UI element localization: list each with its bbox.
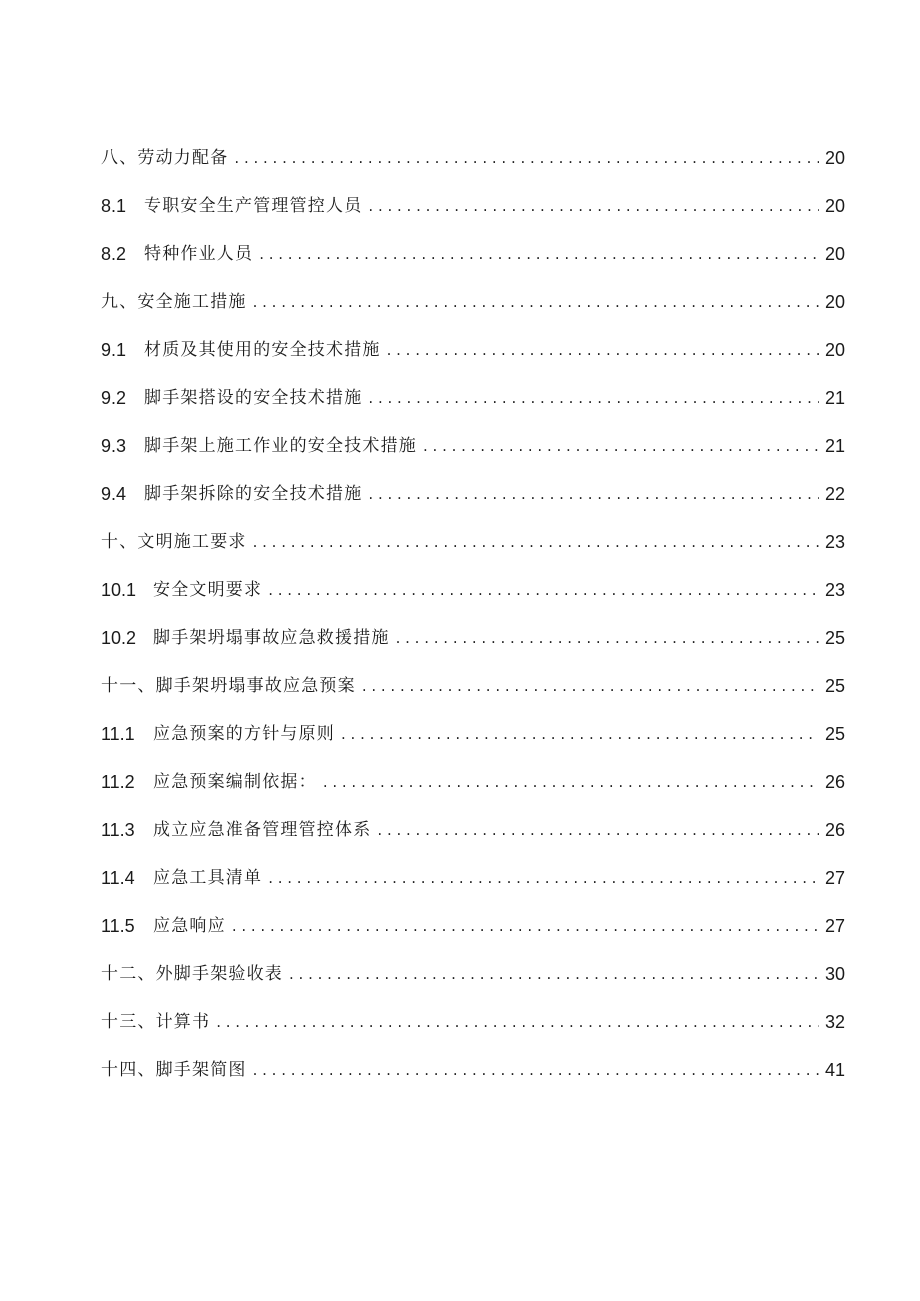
toc-leader-dots [323, 764, 819, 800]
toc-page-number: 27 [824, 916, 845, 936]
toc-entry[interactable] [101, 512, 845, 560]
toc-entry-title: 应急预案的方针与原则 [153, 724, 335, 744]
toc-page-number: 20 [824, 244, 845, 264]
toc-section-number: 9.3 [101, 436, 127, 456]
toc-page-number: 23 [824, 532, 845, 552]
toc-page-number: 25 [824, 628, 845, 648]
toc-entry-title: 十二、外脚手架验收表 [101, 964, 283, 984]
toc-page-number: 26 [824, 820, 845, 840]
toc-section-number: 11.1 [101, 724, 135, 744]
toc-entry-title: 成立应急准备管理管控体系 [153, 820, 372, 840]
toc-leader-dots [268, 572, 819, 608]
toc-section-number: 9.1 [101, 340, 127, 360]
toc-leader-dots [216, 1004, 819, 1040]
toc-section-number: 9.4 [101, 484, 127, 504]
toc-entry[interactable] [101, 1040, 845, 1088]
toc-section-number: 9.2 [101, 388, 127, 408]
toc-leader-dots [232, 908, 819, 944]
toc-page-number: 21 [824, 436, 845, 456]
toc-leader-dots [253, 284, 819, 320]
toc-leader-dots [234, 140, 819, 176]
toc-leader-dots [387, 332, 819, 368]
toc-section-number: 8.2 [101, 244, 127, 264]
toc-entry-title: 八、劳动力配备 [101, 148, 229, 168]
toc-entry[interactable] [101, 272, 845, 320]
toc-entry-title: 十、文明施工要求 [101, 532, 247, 552]
toc-entry-title: 十三、计算书 [101, 1012, 211, 1032]
toc-entry[interactable] [101, 752, 845, 800]
toc-entry[interactable] [101, 560, 845, 608]
toc-leader-dots [423, 428, 819, 464]
toc-page-number: 30 [824, 964, 845, 984]
toc-leader-dots [368, 188, 819, 224]
toc-section-number: 8.1 [101, 196, 127, 216]
toc-leader-dots [289, 956, 819, 992]
toc-section-number: 11.2 [101, 772, 135, 792]
toc-page-number: 20 [824, 196, 845, 216]
toc-entry-title: 应急预案编制依据： [153, 772, 317, 792]
toc-page-number: 26 [824, 772, 845, 792]
toc-leader-dots [253, 524, 819, 560]
toc-page-number: 20 [824, 148, 845, 168]
toc-page-number: 32 [824, 1012, 845, 1032]
toc-entry-title: 九、安全施工措施 [101, 292, 247, 312]
toc-page-number: 20 [824, 292, 845, 312]
toc-entry-title: 脚手架拆除的安全技术措施 [144, 484, 363, 504]
toc-page-number: 20 [824, 340, 845, 360]
toc-leader-dots [268, 860, 819, 896]
toc-entry-title: 十四、脚手架简图 [101, 1060, 247, 1080]
toc-entry[interactable] [101, 320, 845, 368]
toc-entry[interactable] [101, 944, 845, 992]
toc-entry[interactable] [101, 176, 845, 224]
toc-leader-dots [341, 716, 819, 752]
toc-page-number: 27 [824, 868, 845, 888]
toc-section-number: 11.4 [101, 868, 135, 888]
toc-entry-title: 脚手架搭设的安全技术措施 [144, 388, 363, 408]
toc-section-number: 11.3 [101, 820, 135, 840]
toc-entry-title: 十一、脚手架坍塌事故应急预案 [101, 676, 356, 696]
toc-page-number: 22 [824, 484, 845, 504]
toc-entry-title: 专职安全生产管理管控人员 [144, 196, 363, 216]
toc-entry[interactable] [101, 896, 845, 944]
toc-entry[interactable] [101, 416, 845, 464]
toc-leader-dots [362, 668, 819, 704]
toc-page-number: 21 [824, 388, 845, 408]
toc-entry[interactable] [101, 848, 845, 896]
toc-entry[interactable] [101, 128, 845, 176]
toc-entry[interactable] [101, 608, 845, 656]
toc-entry[interactable] [101, 704, 845, 752]
toc-entry[interactable] [101, 368, 845, 416]
toc-entry-title: 脚手架上施工作业的安全技术措施 [144, 436, 417, 456]
toc-entry-title: 安全文明要求 [153, 580, 263, 600]
toc-leader-dots [377, 812, 819, 848]
toc-entry[interactable] [101, 800, 845, 848]
toc-leader-dots [368, 476, 819, 512]
toc-leader-dots [396, 620, 819, 656]
toc-section-number: 11.5 [101, 916, 135, 936]
toc-entry-title: 应急响应 [153, 916, 226, 936]
toc-page-number: 25 [824, 676, 845, 696]
toc-page-number: 25 [824, 724, 845, 744]
toc-entry-title: 脚手架坍塌事故应急救援措施 [153, 628, 390, 648]
toc-entry-title: 应急工具清单 [153, 868, 263, 888]
toc-leader-dots [253, 1052, 819, 1088]
toc-page-number: 23 [824, 580, 845, 600]
toc-section-number: 10.2 [101, 628, 137, 648]
toc-entry[interactable] [101, 464, 845, 512]
toc-entry[interactable] [101, 656, 845, 704]
toc-entry[interactable] [101, 224, 845, 272]
toc-entry-title: 特种作业人员 [144, 244, 254, 264]
toc-leader-dots [259, 236, 819, 272]
toc-entry-title: 材质及其使用的安全技术措施 [144, 340, 381, 360]
toc-leader-dots [368, 380, 819, 416]
toc-page-number: 41 [824, 1060, 845, 1080]
toc-entry[interactable] [101, 992, 845, 1040]
table-of-contents [101, 128, 845, 1088]
toc-section-number: 10.1 [101, 580, 137, 600]
